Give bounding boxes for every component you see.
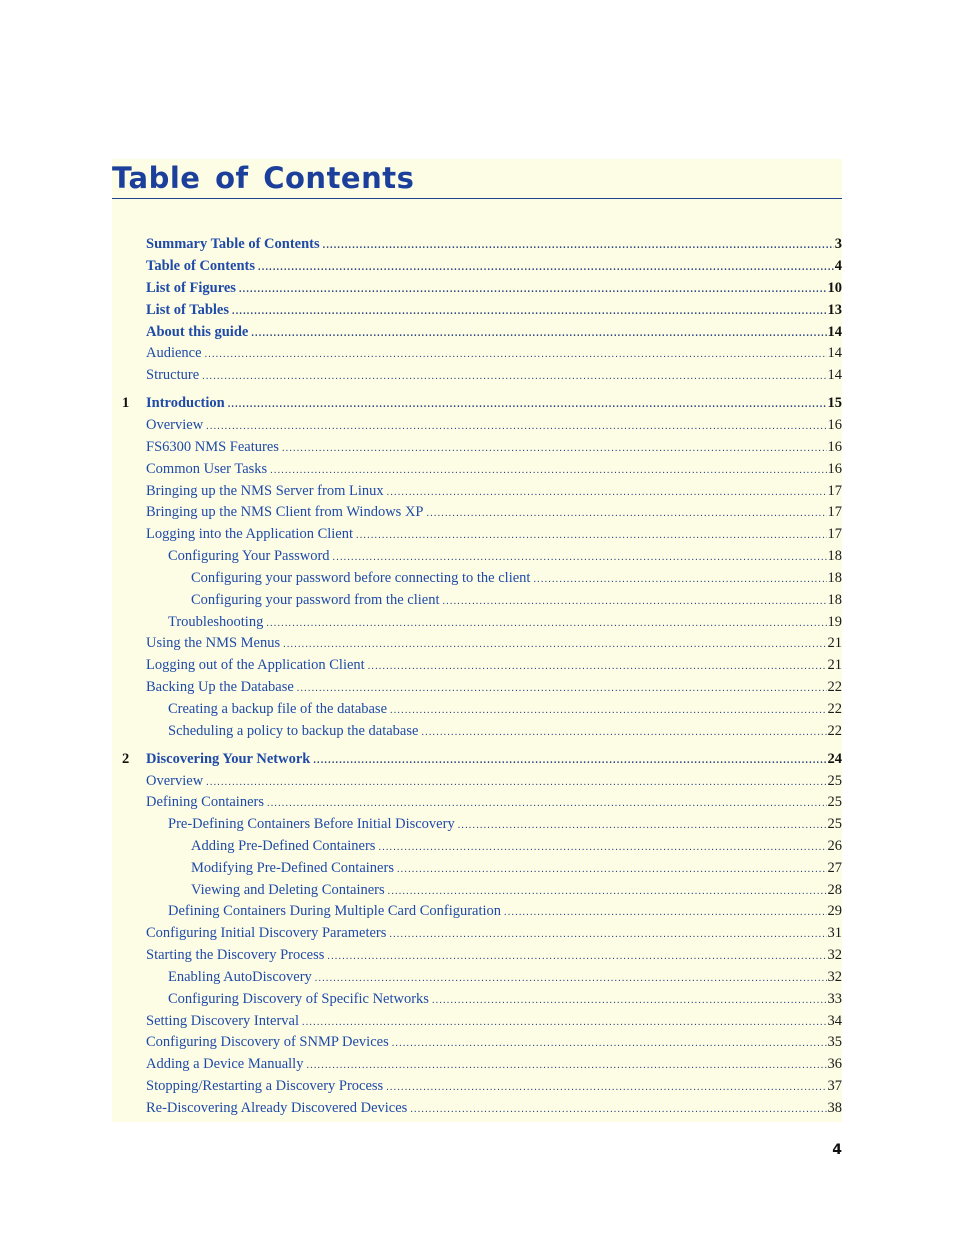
dot-leader	[378, 838, 826, 858]
toc-entry[interactable]	[146, 502, 842, 522]
toc-entry-label: Adding Pre-Defined Containers	[191, 838, 376, 854]
toc-entry-label: Configuring Your Password	[168, 548, 330, 564]
page-title: Table of Contents	[112, 161, 415, 195]
toc-entry-label: FS6300 NMS Features	[146, 439, 279, 455]
toc-entry-label: Troubleshooting	[168, 614, 264, 630]
dot-leader	[504, 903, 826, 923]
toc-entry[interactable]	[146, 1054, 842, 1074]
toc-entry-label: Defining Containers	[146, 794, 264, 810]
toc-entry-page: 36	[827, 1056, 842, 1072]
toc-entry-label: Structure	[146, 367, 200, 383]
toc-entry[interactable]	[146, 437, 842, 457]
toc-entry[interactable]	[146, 459, 842, 479]
toc-entry[interactable]	[146, 1098, 842, 1118]
dot-leader	[458, 816, 827, 836]
toc-entry[interactable]	[168, 721, 842, 741]
dot-leader	[432, 991, 827, 1011]
toc-entry[interactable]	[146, 234, 842, 254]
toc-entry-label: Viewing and Deleting Containers	[191, 882, 385, 898]
toc-entry-page: 18	[827, 548, 842, 564]
toc-entry-page: 14	[827, 324, 842, 340]
toc-entry-page: 17	[827, 483, 842, 499]
toc-entry-page: 33	[827, 991, 842, 1007]
toc-entry-page: 13	[827, 302, 842, 318]
toc-entry[interactable]	[191, 858, 842, 878]
toc-entry-label: About this guide	[146, 324, 249, 340]
toc-entry[interactable]	[146, 1076, 842, 1096]
toc-entry-page: 17	[827, 526, 842, 542]
toc-entry[interactable]	[168, 546, 842, 566]
toc-entry[interactable]	[146, 393, 842, 413]
toc-entry[interactable]	[146, 655, 842, 675]
dot-leader	[397, 860, 827, 880]
toc-entry[interactable]	[168, 699, 842, 719]
toc-entry-page: 29	[827, 903, 842, 919]
toc-entry-page: 3	[834, 236, 842, 252]
toc-entry-label: Configuring your password from the client	[191, 592, 440, 608]
toc-entry-page: 25	[827, 794, 842, 810]
toc-entry-label: Modifying Pre-Defined Containers	[191, 860, 394, 876]
dot-leader	[410, 1100, 826, 1120]
dot-leader	[426, 504, 826, 524]
toc-entry[interactable]	[146, 923, 842, 943]
toc-entry-page: 18	[827, 570, 842, 586]
toc-entry-page: 26	[827, 838, 842, 854]
toc-entry-page: 32	[827, 969, 842, 985]
toc-entry[interactable]	[191, 880, 842, 900]
dot-leader	[267, 794, 827, 814]
toc-entry-page: 25	[827, 816, 842, 832]
dot-leader	[283, 635, 826, 655]
toc-entry-page: 22	[827, 679, 842, 695]
toc-entry-label: Common User Tasks	[146, 461, 268, 477]
toc-entry-label: Adding a Device Manually	[146, 1056, 304, 1072]
toc-entry-label: Configuring Initial Discovery Parameters	[146, 925, 387, 941]
toc-entry-page: 15	[827, 395, 842, 411]
toc-entry[interactable]	[146, 365, 842, 385]
dot-leader	[258, 258, 834, 278]
toc-entry-page: 4	[834, 258, 842, 274]
toc-entry[interactable]	[168, 814, 842, 834]
toc-entry-label: Stopping/Restarting a Discovery Process	[146, 1078, 384, 1094]
dot-leader	[392, 1034, 827, 1054]
toc-entry[interactable]	[168, 612, 842, 632]
toc-entry-page: 21	[827, 635, 842, 651]
toc-entry-label: Re-Discovering Already Discovered Devices	[146, 1100, 408, 1116]
toc-entry-label: Configuring Discovery of SNMP Devices	[146, 1034, 389, 1050]
toc-entry-label: List of Figures	[146, 280, 236, 296]
toc-entry-label: Table of Contents	[146, 258, 256, 274]
toc-entry-page: 18	[827, 592, 842, 608]
toc-entry-page: 22	[827, 723, 842, 739]
dot-leader	[388, 882, 827, 902]
toc-entry-label: Scheduling a policy to backup the database	[168, 723, 419, 739]
toc-entry-label: Audience	[146, 345, 202, 361]
toc-entry-page: 37	[827, 1078, 842, 1094]
dot-leader	[356, 526, 826, 546]
toc-entry-label: Bringing up the NMS Server from Linux	[146, 483, 384, 499]
toc-entry-label: Overview	[146, 773, 204, 789]
dot-leader	[333, 548, 827, 568]
page-number: 4	[832, 1142, 842, 1158]
toc-entry-page: 14	[827, 367, 842, 383]
chapter-number: 1	[122, 395, 130, 411]
toc-entry[interactable]	[146, 1011, 842, 1031]
dot-leader	[202, 367, 826, 387]
toc-entry-label: Creating a backup file of the database	[168, 701, 388, 717]
toc-entry[interactable]	[146, 945, 842, 965]
toc-entry-label: Bringing up the NMS Client from Windows XP	[146, 504, 424, 520]
toc-entry[interactable]	[146, 1032, 842, 1052]
dot-leader	[442, 592, 826, 612]
dot-leader	[228, 395, 827, 415]
toc-entry-page: 38	[827, 1100, 842, 1116]
chapter-number: 2	[122, 751, 130, 767]
dot-leader	[206, 773, 826, 793]
dot-leader	[282, 439, 827, 459]
toc-entry-label: Defining Containers During Multiple Card Configuration	[168, 903, 502, 919]
toc-entry-label: Configuring Discovery of Specific Networks	[168, 991, 429, 1007]
dot-leader	[306, 1056, 826, 1076]
toc-entry-label: Using the NMS Menus	[146, 635, 281, 651]
toc-entry-label: Enabling AutoDiscovery	[168, 969, 312, 985]
dot-leader	[239, 280, 827, 300]
toc-entry[interactable]	[168, 989, 842, 1009]
toc-entry-page: 22	[827, 701, 842, 717]
toc-entry[interactable]	[146, 278, 842, 298]
dot-leader	[232, 302, 827, 322]
toc-entry[interactable]	[146, 792, 842, 812]
toc-entry[interactable]	[191, 836, 842, 856]
toc-entry-page: 32	[827, 947, 842, 963]
toc-entry[interactable]	[146, 256, 842, 276]
toc-entry-page: 28	[827, 882, 842, 898]
toc-entry[interactable]	[146, 415, 842, 435]
toc-entry[interactable]	[191, 590, 842, 610]
toc-entry-label: Discovering Your Network	[146, 751, 311, 767]
toc-entry[interactable]	[191, 568, 842, 588]
toc-entry-page: 35	[827, 1034, 842, 1050]
dot-leader	[387, 483, 827, 503]
toc-entry-label: Summary Table of Contents	[146, 236, 320, 252]
dot-leader	[270, 461, 826, 481]
toc-entry-label: Introduction	[146, 395, 225, 411]
toc-entry[interactable]	[146, 322, 842, 342]
toc-entry[interactable]	[146, 749, 842, 769]
toc-entry-label: Configuring your password before connecting to the client	[191, 570, 531, 586]
dot-leader	[206, 417, 826, 437]
toc-entry-label: Logging into the Application Client	[146, 526, 354, 542]
toc-entry-page: 16	[827, 417, 842, 433]
dot-leader	[297, 679, 827, 699]
toc-entry-label: Overview	[146, 417, 204, 433]
toc-entry-page: 27	[827, 860, 842, 876]
dot-leader	[389, 925, 826, 945]
toc-entry[interactable]	[146, 633, 842, 653]
toc-entry-page: 24	[827, 751, 842, 767]
dot-leader	[323, 236, 834, 256]
toc-entry-page: 19	[827, 614, 842, 630]
dot-leader	[368, 657, 827, 677]
toc-entry-page: 21	[827, 657, 842, 673]
toc-entry[interactable]	[146, 343, 842, 363]
toc-entry-page: 17	[827, 504, 842, 520]
dot-leader	[302, 1013, 826, 1033]
dot-leader	[251, 324, 826, 344]
toc-entry[interactable]	[146, 677, 842, 697]
toc-entry-label: Setting Discovery Interval	[146, 1013, 300, 1029]
toc-entry[interactable]	[146, 524, 842, 544]
toc-entry-label: Starting the Discovery Process	[146, 947, 325, 963]
toc-entry-page: 10	[827, 280, 842, 296]
dot-leader	[315, 969, 827, 989]
toc-entry[interactable]	[146, 771, 842, 791]
dot-leader	[421, 723, 826, 743]
dot-leader	[327, 947, 826, 967]
toc-entry-label: Backing Up the Database	[146, 679, 294, 695]
toc-entry-page: 16	[827, 461, 842, 477]
dot-leader	[266, 614, 826, 634]
toc-entry-page: 14	[827, 345, 842, 361]
toc-entry[interactable]	[146, 300, 842, 320]
toc-entry-page: 16	[827, 439, 842, 455]
toc-entry-page: 25	[827, 773, 842, 789]
toc-entry-label: Pre-Defining Containers Before Initial Discovery	[168, 816, 455, 832]
toc-entry[interactable]	[168, 901, 842, 921]
toc-entry-label: List of Tables	[146, 302, 229, 318]
dot-leader	[205, 345, 827, 365]
toc-entry-page: 34	[827, 1013, 842, 1029]
dot-leader	[386, 1078, 826, 1098]
dot-leader	[390, 701, 826, 721]
dot-leader	[313, 751, 826, 771]
dot-leader	[533, 570, 826, 590]
toc-entry[interactable]	[168, 967, 842, 987]
toc-entry-label: Logging out of the Application Client	[146, 657, 365, 673]
toc-entry-page: 31	[827, 925, 842, 941]
toc-entry[interactable]	[146, 481, 842, 501]
